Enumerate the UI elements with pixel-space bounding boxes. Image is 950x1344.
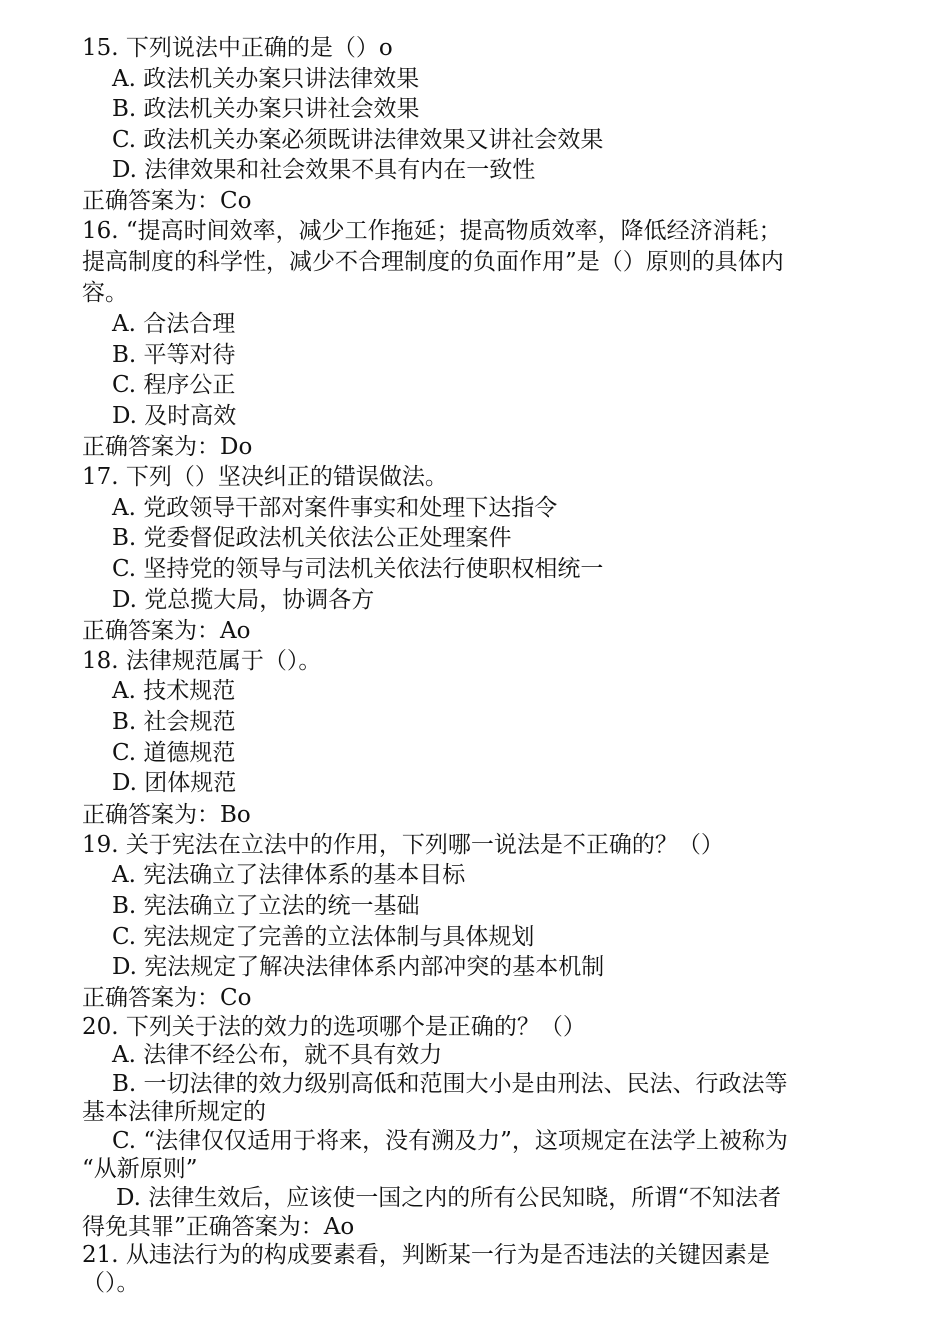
- question-16-stem-line-3: 容。: [82, 280, 128, 306]
- question-16-answer: 正确答案为：Do: [82, 434, 253, 460]
- question-19-option-a: A. 宪法确立了法律体系的基本目标: [112, 862, 466, 888]
- question-17-option-b: B. 党委督促政法机关依法公正处理案件: [112, 525, 512, 551]
- question-20-option-d-line-2-and-answer: 得免其罪”正确答案为：Ao: [82, 1214, 355, 1240]
- question-20-option-b-line-2: 基本法律所规定的: [82, 1099, 266, 1125]
- question-15-option-d: D. 法律效果和社会效果不具有内在一致性: [112, 157, 536, 183]
- question-21-stem-line-1: 21. 从违法行为的构成要素看，判断某一行为是否违法的关键因素是: [82, 1242, 770, 1268]
- question-18-option-b: B. 社会规范: [112, 709, 236, 735]
- question-20-option-b-line-1: B. 一切法律的效力级别高低和范围大小是由刑法、民法、行政法等: [112, 1071, 788, 1097]
- question-16-stem-line-1: 16. “提高时间效率，减少工作拖延；提高物质效率，降低经济消耗；: [82, 218, 782, 244]
- question-17-answer: 正确答案为：Ao: [82, 618, 251, 644]
- question-17-option-a: A. 党政领导干部对案件事实和处理下达指令: [112, 495, 558, 521]
- question-20-option-c-line-2: “从新原则”: [82, 1156, 198, 1182]
- question-19-stem: 19. 关于宪法在立法中的作用，下列哪一说法是不正确的？（）: [82, 832, 724, 858]
- question-19-answer: 正确答案为：Co: [82, 985, 252, 1011]
- question-18-option-d: D. 团体规范: [112, 770, 237, 796]
- question-15-option-a: A. 政法机关办案只讲法律效果: [112, 66, 420, 92]
- question-16-option-a: A. 合法合理: [112, 311, 236, 337]
- question-20-option-a: A. 法律不经公布，就不具有效力: [112, 1042, 443, 1068]
- question-18-option-a: A. 技术规范: [112, 678, 236, 704]
- question-17-stem: 17. 下列（）坚决纠正的错误做法。: [82, 464, 448, 490]
- question-16-stem-line-2: 提高制度的科学性，减少不合理制度的负面作用”是（）原则的具体内: [82, 249, 784, 275]
- question-15-stem: 15. 下列说法中正确的是（）o: [82, 35, 393, 61]
- question-16-option-b: B. 平等对待: [112, 342, 236, 368]
- question-19-option-b: B. 宪法确立了立法的统一基础: [112, 893, 420, 919]
- question-18-answer: 正确答案为：Bo: [82, 802, 251, 828]
- question-15-answer: 正确答案为：Co: [82, 188, 252, 214]
- question-16-option-d: D. 及时高效: [112, 403, 237, 429]
- question-20-stem: 20. 下列关于法的效力的选项哪个是正确的？（）: [82, 1014, 586, 1040]
- question-20-option-d-line-1: D. 法律生效后，应该使一国之内的所有公民知晓，所谓“不知法者: [116, 1185, 782, 1211]
- question-18-option-c: C. 道德规范: [112, 740, 236, 766]
- question-17-option-d: D. 党总揽大局，协调各方: [112, 587, 375, 613]
- question-20-option-c-line-1: C. “法律仅仅适用于将来，没有溯及力”，这项规定在法学上被称为: [112, 1128, 788, 1154]
- question-16-option-c: C. 程序公正: [112, 372, 236, 398]
- question-15-option-b: B. 政法机关办案只讲社会效果: [112, 96, 420, 122]
- question-15-option-c: C. 政法机关办案必须既讲法律效果又讲社会效果: [112, 127, 604, 153]
- question-21-stem-line-2: （）。: [82, 1270, 140, 1296]
- question-19-option-d: D. 宪法规定了解决法律体系内部冲突的基本机制: [112, 954, 605, 980]
- question-18-stem: 18. 法律规范属于（）。: [82, 648, 322, 674]
- question-19-option-c: C. 宪法规定了完善的立法体制与具体规划: [112, 924, 535, 950]
- question-17-option-c: C. 坚持党的领导与司法机关依法行使职权相统一: [112, 556, 604, 582]
